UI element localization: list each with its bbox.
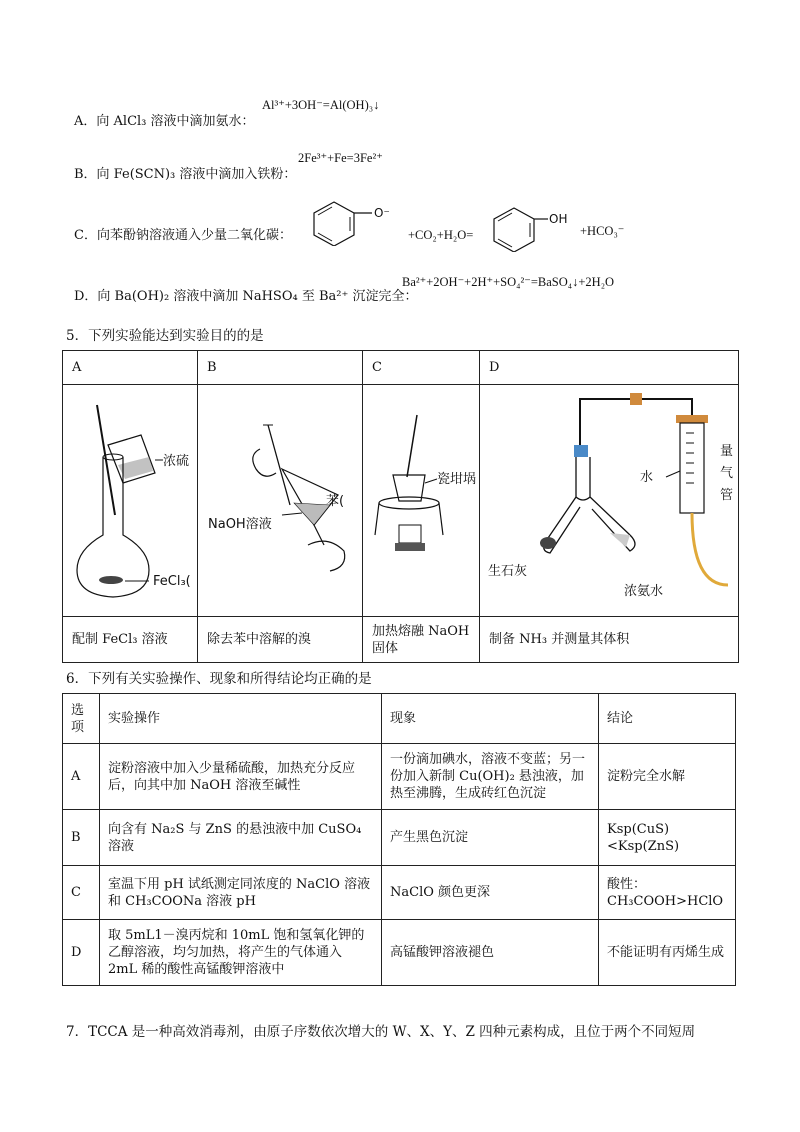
q5-figure-c (363, 385, 480, 617)
volumetric-flask-figure (63, 385, 197, 611)
q5-title: 5．下列实验能达到实验目的的是 (66, 328, 264, 344)
q4-equation-c-end: +HCO₃⁻ (580, 224, 625, 238)
phenol-oh-label: OH (549, 212, 568, 226)
q6-row-b-operation: 向含有 Na₂S 与 ZnS 的悬浊液中加 CuSO₄ 溶液 (100, 810, 382, 866)
q5-header-d: D (480, 351, 739, 385)
table-row (63, 810, 736, 866)
q5-caption-d: 制备 NH₃ 并测量其体积 (480, 617, 739, 663)
phenoxide-structure (306, 198, 392, 246)
label-porcelain-crucible: 瓷坩埚 (437, 472, 477, 487)
q6-row-c-conclusion: 酸性：CH₃COOH>HClO (599, 866, 736, 920)
q4-equation-d: Ba²⁺+2OH⁻+2H⁺+SO₄²⁻=BaSO₄↓+2H₂O (402, 275, 615, 289)
q6-row-d-conclusion: 不能证明有丙烯生成 (599, 920, 736, 986)
q5-caption-b: 除去苯中溶解的溴 (198, 617, 363, 663)
q6-row-c-operation: 室温下用 pH 试纸测定同浓度的 NaClO 溶液和 CH₃COONa 溶液 pH (100, 866, 382, 920)
q6-row-a-option: A (63, 744, 100, 810)
q4-option-d: D．向 Ba(OH)₂ 溶液中滴加 NaHSO₄ 至 Ba²⁺ 沉淀完全： (74, 289, 418, 304)
q4-equation-a: Al³⁺+3OH⁻=Al(OH)₃↓ (262, 98, 380, 112)
q5-caption-a: 配制 FeCl₃ 溶液 (63, 617, 198, 663)
table-row (63, 866, 736, 920)
q6-row-d-option: D (63, 920, 100, 986)
label-water: 水 (640, 470, 654, 485)
q4-equation-c-middle: +CO₂+H₂O= (408, 228, 474, 242)
q4-option-b: B．向 Fe(SCN)₃ 溶液中滴加入铁粉： (74, 167, 297, 182)
table-row (63, 920, 736, 986)
label-benzene: 苯( (326, 494, 345, 509)
separatory-funnel-figure (198, 385, 362, 611)
label-fecl3: FeCl₃( (153, 574, 191, 589)
phenol-structure (486, 204, 572, 252)
q6-row-a-phenomenon: 一份滴加碘水，溶液不变蓝；另一份加入新制 Cu(OH)₂ 悬浊液，加热至沸腾，生成砖红色沉淀 (382, 744, 599, 810)
label-gas-tube-3: 管 (720, 488, 734, 503)
q6-row-d-phenomenon: 高锰酸钾溶液褪色 (382, 920, 599, 986)
q6-table (62, 693, 736, 986)
q6-row-c-option: C (63, 866, 100, 920)
q4-option-a: A．向 AlCl₃ 溶液中滴加氨水： (74, 114, 255, 129)
q6-row-b-phenomenon: 产生黑色沉淀 (382, 810, 599, 866)
table-row (63, 744, 736, 810)
q4-option-c: C．向苯酚钠溶液通入少量二氧化碳： (74, 228, 292, 243)
q6-header-phenomenon: 现象 (382, 694, 599, 744)
q6-row-b-option: B (63, 810, 100, 866)
q6-row-d-operation: 取 5mL1－溴丙烷和 10mL 饱和氢氧化钾的乙醇溶液，均匀加热，将产生的气体通入 2mL 稀的酸性高锰酸钾溶液中 (100, 920, 382, 986)
q6-header-option: 选项 (63, 694, 100, 744)
q5-table (62, 350, 739, 663)
q6-title: 6．下列有关实验操作、现象和所得结论均正确的是 (66, 671, 372, 687)
q5-figure-b (198, 385, 363, 617)
q6-row-a-conclusion: 淀粉完全水解 (599, 744, 736, 810)
phenoxide-o-label: O⁻ (374, 206, 390, 220)
label-gas-tube-1: 量 (720, 444, 734, 459)
q4-equation-b: 2Fe³⁺+Fe=3Fe²⁺ (298, 151, 383, 165)
q5-caption-c: 加热熔融 NaOH 固体 (363, 617, 480, 663)
label-conc-ammonia: 浓氨水 (624, 584, 664, 599)
q6-row-c-phenomenon: NaClO 颜色更深 (382, 866, 599, 920)
crucible-heating-figure (363, 385, 479, 611)
label-quicklime: 生石灰 (488, 564, 528, 579)
label-conc-acid: 浓硫 (163, 454, 190, 469)
q5-header-b: B (198, 351, 363, 385)
q6-header-conclusion: 结论 (599, 694, 736, 744)
label-gas-tube-2: 气 (720, 466, 734, 481)
q5-figure-d (480, 385, 739, 617)
q5-figure-a (63, 385, 198, 617)
ammonia-apparatus-figure (480, 385, 738, 611)
q7-text: 7．TCCA 是一种高效消毒剂，由原子序数依次增大的 W、X、Y、Z 四种元素构成，且位于两个不同短周 (66, 1024, 696, 1040)
label-naoh-solution: NaOH溶液 (208, 517, 272, 532)
q6-row-a-operation: 淀粉溶液中加入少量稀硫酸，加热充分反应后，向其中加 NaOH 溶液至碱性 (100, 744, 382, 810)
q5-header-c: C (363, 351, 480, 385)
q5-header-a: A (63, 351, 198, 385)
q6-row-b-conclusion: Ksp(CuS)<Ksp(ZnS) (599, 810, 736, 866)
q6-header-operation: 实验操作 (100, 694, 382, 744)
